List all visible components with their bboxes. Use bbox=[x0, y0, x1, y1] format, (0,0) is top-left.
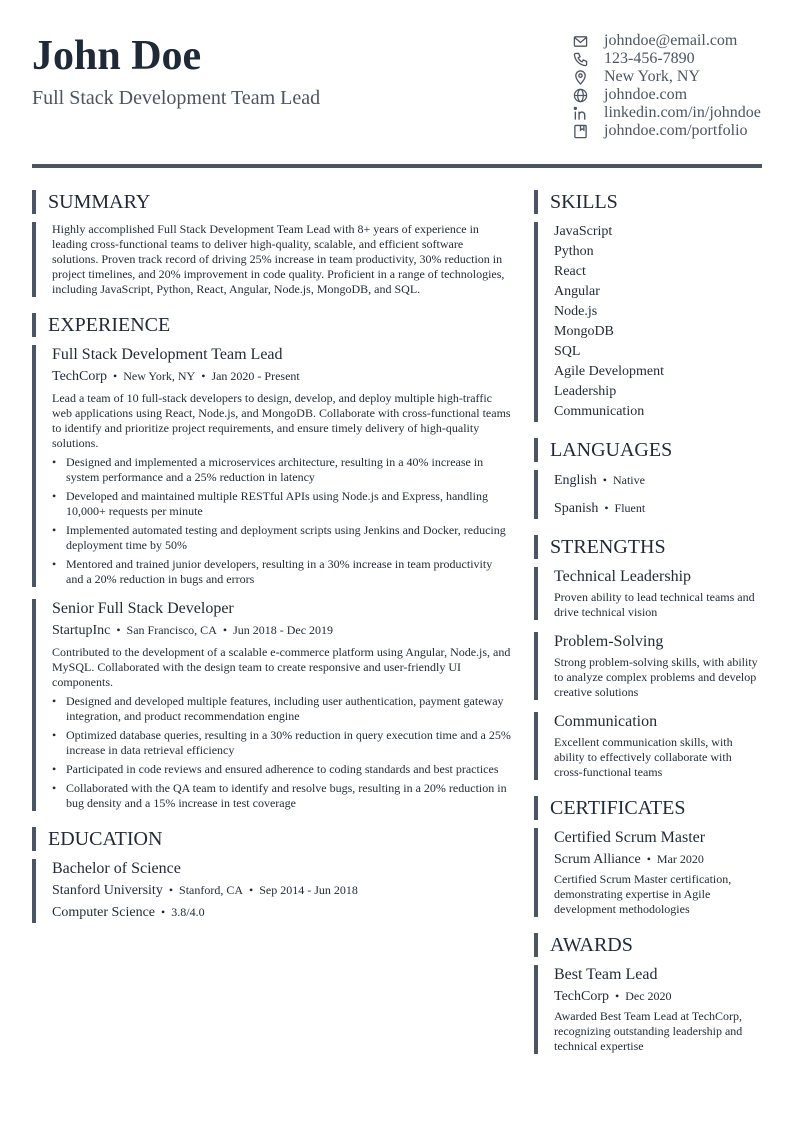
languages-list bbox=[534, 470, 762, 519]
job-description: Contributed to the development of a scalable e-commerce platform using Angular, Node.js, and MySQL. Collaborated with the design team to create responsive and user-friendly UI components. bbox=[52, 645, 511, 689]
contact-location bbox=[572, 68, 772, 86]
skill-item: SQL bbox=[554, 344, 581, 359]
achievement-item: • Designed and developed multiple features, including user authentication, payment gateway integration, and product recommendation engine bbox=[52, 694, 512, 724]
skill-item: Agile Development bbox=[554, 364, 665, 379]
skill-item: Node.js bbox=[554, 304, 598, 319]
strength-item bbox=[534, 712, 762, 780]
job-dates: Jan 2020 - Present bbox=[211, 369, 300, 383]
experience-heading: EXPERIENCE bbox=[32, 313, 512, 337]
location-icon bbox=[572, 68, 604, 86]
job-location: New York, NY bbox=[123, 369, 196, 383]
job-meta: StartupInc • San Francisco, CA • Jun 2018 - Dec 2019 bbox=[52, 623, 334, 638]
achievement-item: • Developed and maintained multiple RESTful APIs using Node.js and Express, handling 10,000+ requests per minute bbox=[52, 489, 512, 519]
job-location: San Francisco, CA bbox=[126, 623, 217, 637]
achievement-item: • Implemented automated testing and deployment scripts using Jenkins and Docker, reducing deployment time by 50% bbox=[52, 523, 512, 553]
job-achievements bbox=[52, 694, 512, 811]
contact-phone[interactable] bbox=[572, 50, 772, 68]
job-company: StartupInc bbox=[52, 623, 111, 638]
right-column bbox=[534, 190, 762, 1070]
summary-text: Highly accomplished Full Stack Development Team Lead with 8+ years of experience in leading cross-functional teams to deliver high-quality, scalable, and efficient software solutions. Proven track record of driving 25% increase in team productivity, 30% reduction in project timelines, and 20% improvement in code quality. Proficient in a range of technologies, including JavaScript, Python, React, Angular, Node.js, MongoDB, and SQL. bbox=[52, 222, 505, 296]
contact-linkedin[interactable] bbox=[572, 104, 772, 122]
strength-item bbox=[534, 632, 762, 700]
achievement-item: • Optimized database queries, resulting in a 30% reduction in query execution time and a 25% increase in data retrieval efficiency bbox=[52, 728, 512, 758]
job-achievements bbox=[52, 455, 512, 587]
contact-email[interactable] bbox=[572, 32, 772, 50]
degree: Bachelor of Science bbox=[52, 860, 181, 877]
candidate-name: John Doe bbox=[32, 33, 202, 79]
award-issuer: TechCorp bbox=[554, 989, 610, 1004]
summary-section bbox=[32, 190, 512, 297]
achievement-item: • Mentored and trained junior developers, resulting in a 30% increase in team productivity and a 20% reduction in bugs and errors bbox=[52, 557, 512, 587]
achievement-item: • Designed and implemented a microservices architecture, resulting in a 40% increase in system performance and a 25% reduction in latency bbox=[52, 455, 512, 485]
education-field-meta: Computer Science • 3.8/4.0 bbox=[52, 905, 205, 920]
contact-portfolio-text: johndoe.com/portfolio bbox=[604, 122, 748, 139]
awards-heading: AWARDS bbox=[534, 933, 762, 957]
phone-icon bbox=[572, 50, 604, 68]
skill-item: React bbox=[554, 264, 586, 279]
field-of-study: Computer Science bbox=[52, 905, 156, 920]
summary-body bbox=[32, 222, 512, 297]
contact-location-text: New York, NY bbox=[604, 68, 701, 85]
strengths-heading: STRENGTHS bbox=[534, 535, 762, 559]
header-divider bbox=[32, 164, 762, 168]
contact-website-text: johndoe.com bbox=[604, 86, 688, 103]
linkedin-icon bbox=[572, 104, 604, 122]
award-date: Dec 2020 bbox=[625, 989, 672, 1003]
certificates-heading: CERTIFICATES bbox=[534, 796, 762, 820]
award-item bbox=[534, 965, 762, 1054]
contact-website[interactable] bbox=[572, 86, 772, 104]
job-title: Senior Full Stack Developer bbox=[52, 600, 234, 617]
contact-portfolio[interactable] bbox=[572, 122, 772, 140]
job-meta: TechCorp • New York, NY • Jan 2020 - Present bbox=[52, 369, 300, 384]
skill-item: MongoDB bbox=[554, 324, 614, 339]
skills-list bbox=[534, 222, 762, 422]
award-meta: TechCorp • Dec 2020 bbox=[554, 989, 672, 1004]
job-description: Lead a team of 10 full-stack developers to design, develop, and deploy multiple high-traffic web applications using React, Node.js, and MongoDB. Collaborate with cross-functional teams to identify and prioritize project requirements, and ensure timely delivery of high-quality solutions. bbox=[52, 391, 511, 450]
certificate-meta: Scrum Alliance • Mar 2020 bbox=[554, 852, 704, 867]
certificates-section bbox=[534, 796, 762, 917]
experience-job bbox=[32, 345, 512, 587]
experience-job bbox=[32, 599, 512, 811]
portfolio-icon bbox=[572, 122, 604, 140]
contact-list bbox=[572, 32, 772, 140]
skill-item: Python bbox=[554, 244, 594, 259]
language-level: Fluent bbox=[614, 501, 646, 515]
language-name: English bbox=[554, 473, 597, 488]
contact-phone-text: 123-456-7890 bbox=[604, 50, 695, 67]
education-section bbox=[32, 827, 512, 923]
award-title: Best Team Lead bbox=[554, 966, 658, 983]
strength-title: Technical Leadership bbox=[554, 568, 692, 585]
achievement-item: • Collaborated with the QA team to identify and resolve bugs, resulting in a 20% reduction in bug density and a 15% increase in test coverage bbox=[52, 781, 512, 811]
skill-item: Communication bbox=[554, 404, 645, 419]
language-item: English • Native bbox=[554, 473, 645, 488]
job-title: Full Stack Development Team Lead bbox=[52, 346, 283, 363]
education-heading: EDUCATION bbox=[32, 827, 512, 851]
skills-heading: SKILLS bbox=[534, 190, 762, 214]
contact-email-text: johndoe@email.com bbox=[604, 32, 738, 49]
strength-title: Problem-Solving bbox=[554, 633, 664, 650]
experience-section bbox=[32, 313, 512, 811]
school-name: Stanford University bbox=[52, 883, 163, 898]
certificate-title: Certified Scrum Master bbox=[554, 829, 706, 846]
languages-heading: LANGUAGES bbox=[534, 438, 762, 462]
education-entry bbox=[32, 859, 512, 923]
strength-text: Proven ability to lead technical teams and drive technical vision bbox=[554, 590, 755, 619]
skill-item: Angular bbox=[554, 284, 600, 299]
award-text: Awarded Best Team Lead at TechCorp, recognizing outstanding leadership and technical expertise bbox=[554, 1009, 743, 1053]
school-location: Stanford, CA bbox=[179, 883, 244, 897]
skill-item: Leadership bbox=[554, 384, 617, 399]
strength-item bbox=[534, 567, 762, 620]
job-dates: Jun 2018 - Dec 2019 bbox=[233, 623, 334, 637]
skill-item: JavaScript bbox=[554, 224, 613, 239]
awards-section bbox=[534, 933, 762, 1054]
strengths-section bbox=[534, 535, 762, 780]
email-icon bbox=[572, 32, 604, 50]
language-item: Spanish • Fluent bbox=[554, 501, 646, 516]
resume-header bbox=[32, 30, 762, 140]
skills-section bbox=[534, 190, 762, 422]
strength-text: Strong problem-solving skills, with ability to analyze complex problems and develop creative solutions bbox=[554, 655, 758, 699]
contact-linkedin-text: linkedin.com/in/johndoe bbox=[604, 104, 761, 121]
education-dates: Sep 2014 - Jun 2018 bbox=[259, 883, 358, 897]
strength-text: Excellent communication skills, with ability to effectively collaborate with cross-functional teams bbox=[554, 735, 733, 779]
certificate-date: Mar 2020 bbox=[656, 852, 704, 866]
education-meta: Stanford University • Stanford, CA • Sep 2014 - Jun 2018 bbox=[52, 883, 358, 898]
languages-section bbox=[534, 438, 762, 519]
certificate-issuer: Scrum Alliance bbox=[554, 852, 641, 867]
certificate-item bbox=[534, 828, 762, 917]
language-level: Native bbox=[612, 473, 645, 487]
summary-heading: SUMMARY bbox=[32, 190, 512, 214]
gpa: 3.8/4.0 bbox=[171, 905, 205, 919]
language-name: Spanish bbox=[554, 501, 599, 516]
job-company: TechCorp bbox=[52, 369, 108, 384]
left-column bbox=[32, 190, 512, 939]
candidate-title: Full Stack Development Team Lead bbox=[32, 87, 321, 109]
globe-icon bbox=[572, 86, 604, 104]
certificate-text: Certified Scrum Master certification, demonstrating expertise in Agile development methodologies bbox=[554, 872, 732, 916]
strength-title: Communication bbox=[554, 713, 658, 730]
achievement-item: • Participated in code reviews and ensured adherence to coding standards and best practices bbox=[52, 762, 512, 777]
